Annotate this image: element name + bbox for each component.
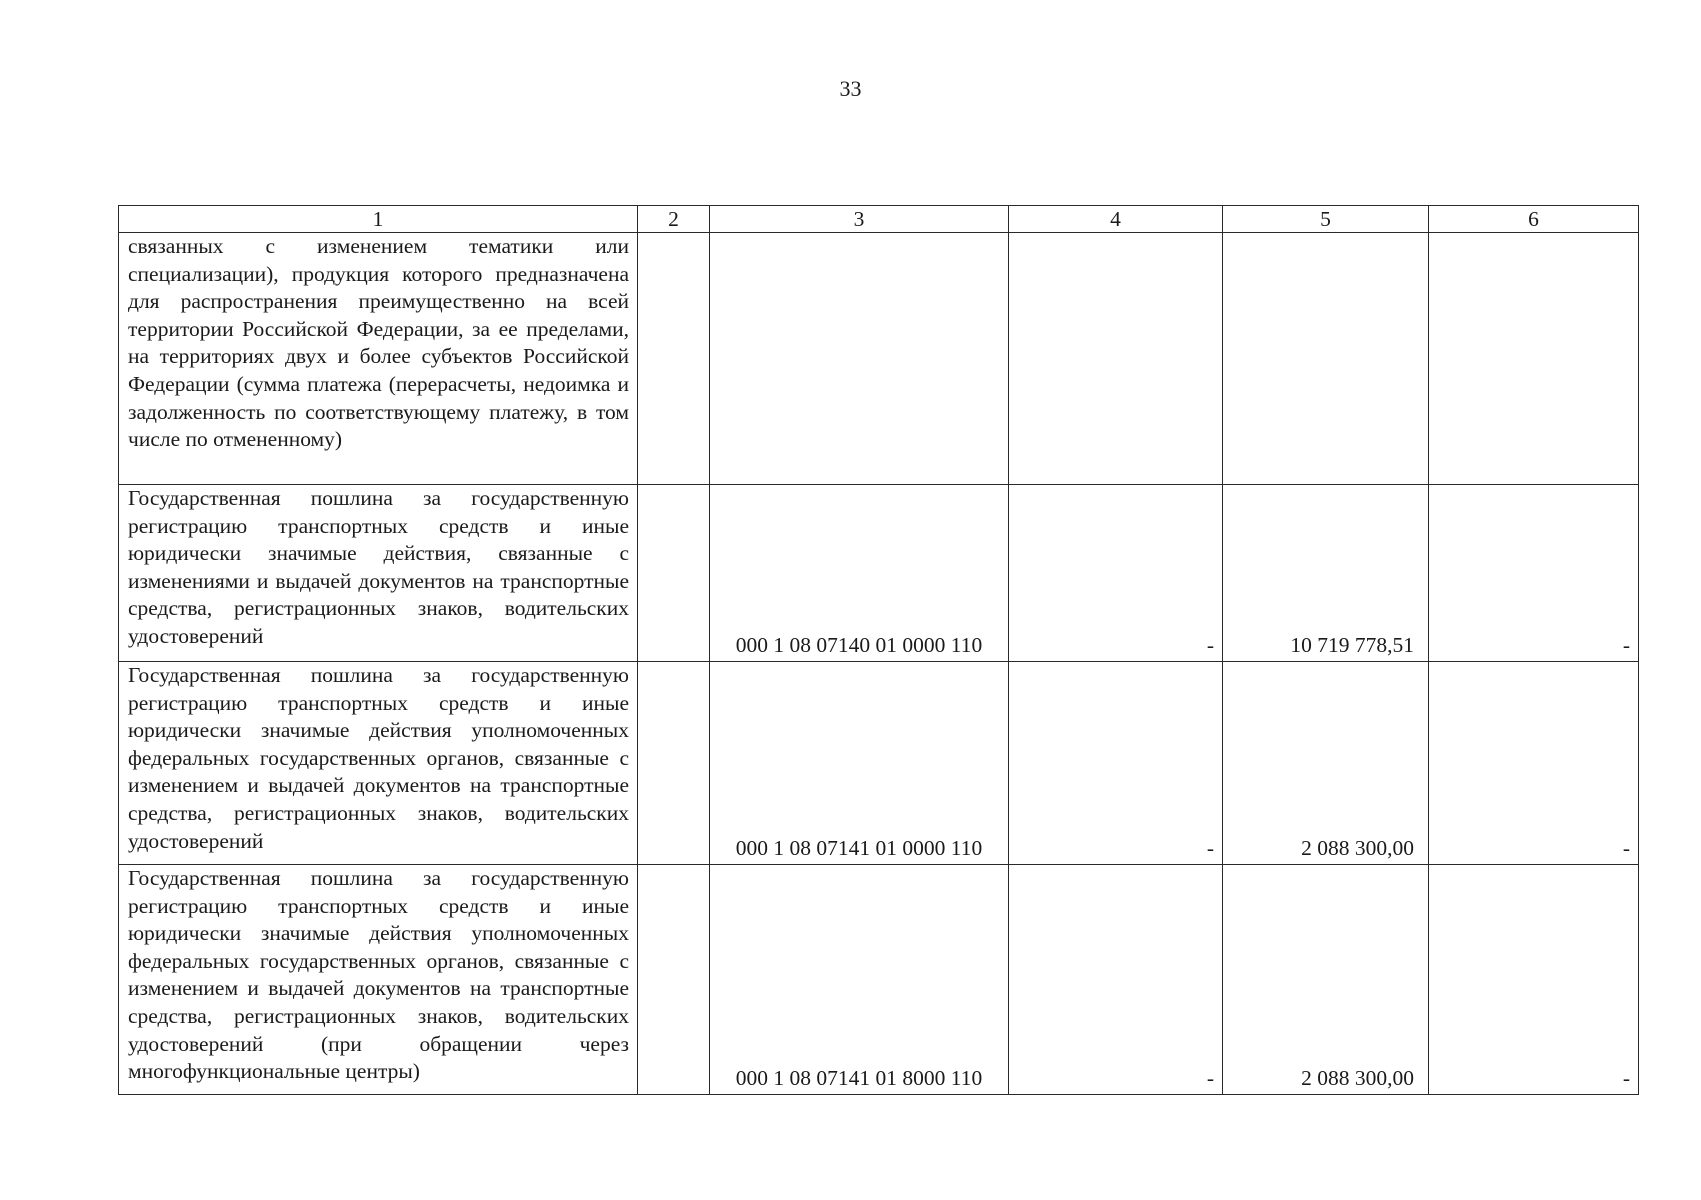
- row-code: 000 1 08 07141 01 0000 110: [710, 662, 1009, 865]
- row-description: Государственная пошлина за государственную регистрацию транспортных средств и иные юридически значимые действия уполномоченных федеральных государственных органов, связанные с изменением и выдачей документов на транспортные средства, регистрационных знаков, водительских удостоверений (при обращении через многофункциональные центры): [119, 865, 638, 1095]
- row-code: [710, 233, 1009, 485]
- row-col4: -: [1009, 485, 1223, 662]
- table-row: [119, 662, 1639, 865]
- row-col6: -: [1429, 485, 1639, 662]
- row-description: связанных с изменением тематики или специализации), продукция которого предназначена для распространения преимущественно на всей территории Российской Федерации, за ее пределами, на территориях двух и более субъектов Российской Федерации (сумма платежа (перерасчеты, недоимка и задолженность по соответствующему платежу, в том числе по отмененному): [119, 233, 638, 485]
- table-row: [119, 233, 1639, 485]
- row-code: 000 1 08 07140 01 0000 110: [710, 485, 1009, 662]
- row-col2: [638, 485, 710, 662]
- header-col-4: 4: [1009, 206, 1223, 233]
- table-row: [119, 485, 1639, 662]
- row-col6: -: [1429, 662, 1639, 865]
- row-code: 000 1 08 07141 01 8000 110: [710, 865, 1009, 1095]
- row-col2: [638, 865, 710, 1095]
- header-col-6: 6: [1429, 206, 1639, 233]
- table-row: [119, 865, 1639, 1095]
- header-col-3: 3: [710, 206, 1009, 233]
- row-col2: [638, 233, 710, 485]
- row-col5: 2 088 300,00: [1223, 662, 1429, 865]
- row-col5: 10 719 778,51: [1223, 485, 1429, 662]
- row-col6: -: [1429, 865, 1639, 1095]
- row-col4: -: [1009, 662, 1223, 865]
- row-col5: [1223, 233, 1429, 485]
- header-row: [119, 206, 1639, 233]
- row-col4: [1009, 233, 1223, 485]
- row-col5: 2 088 300,00: [1223, 865, 1429, 1095]
- row-description: Государственная пошлина за государственную регистрацию транспортных средств и иные юридически значимые действия, связанные с изменениями и выдачей документов на транспортные средства, регистрационных знаков, водительских удостоверений: [119, 485, 638, 662]
- row-col4: -: [1009, 865, 1223, 1095]
- header-col-1: 1: [119, 206, 638, 233]
- row-col2: [638, 662, 710, 865]
- row-col6: [1429, 233, 1639, 485]
- budget-table: [118, 205, 1639, 1095]
- page-number: 33: [839, 76, 862, 101]
- row-description: Государственная пошлина за государственную регистрацию транспортных средств и иные юридически значимые действия уполномоченных федеральных государственных органов, связанные с изменением и выдачей документов на транспортные средства, регистрационных знаков, водительских удостоверений: [119, 662, 638, 865]
- header-col-5: 5: [1223, 206, 1429, 233]
- header-col-2: 2: [638, 206, 710, 233]
